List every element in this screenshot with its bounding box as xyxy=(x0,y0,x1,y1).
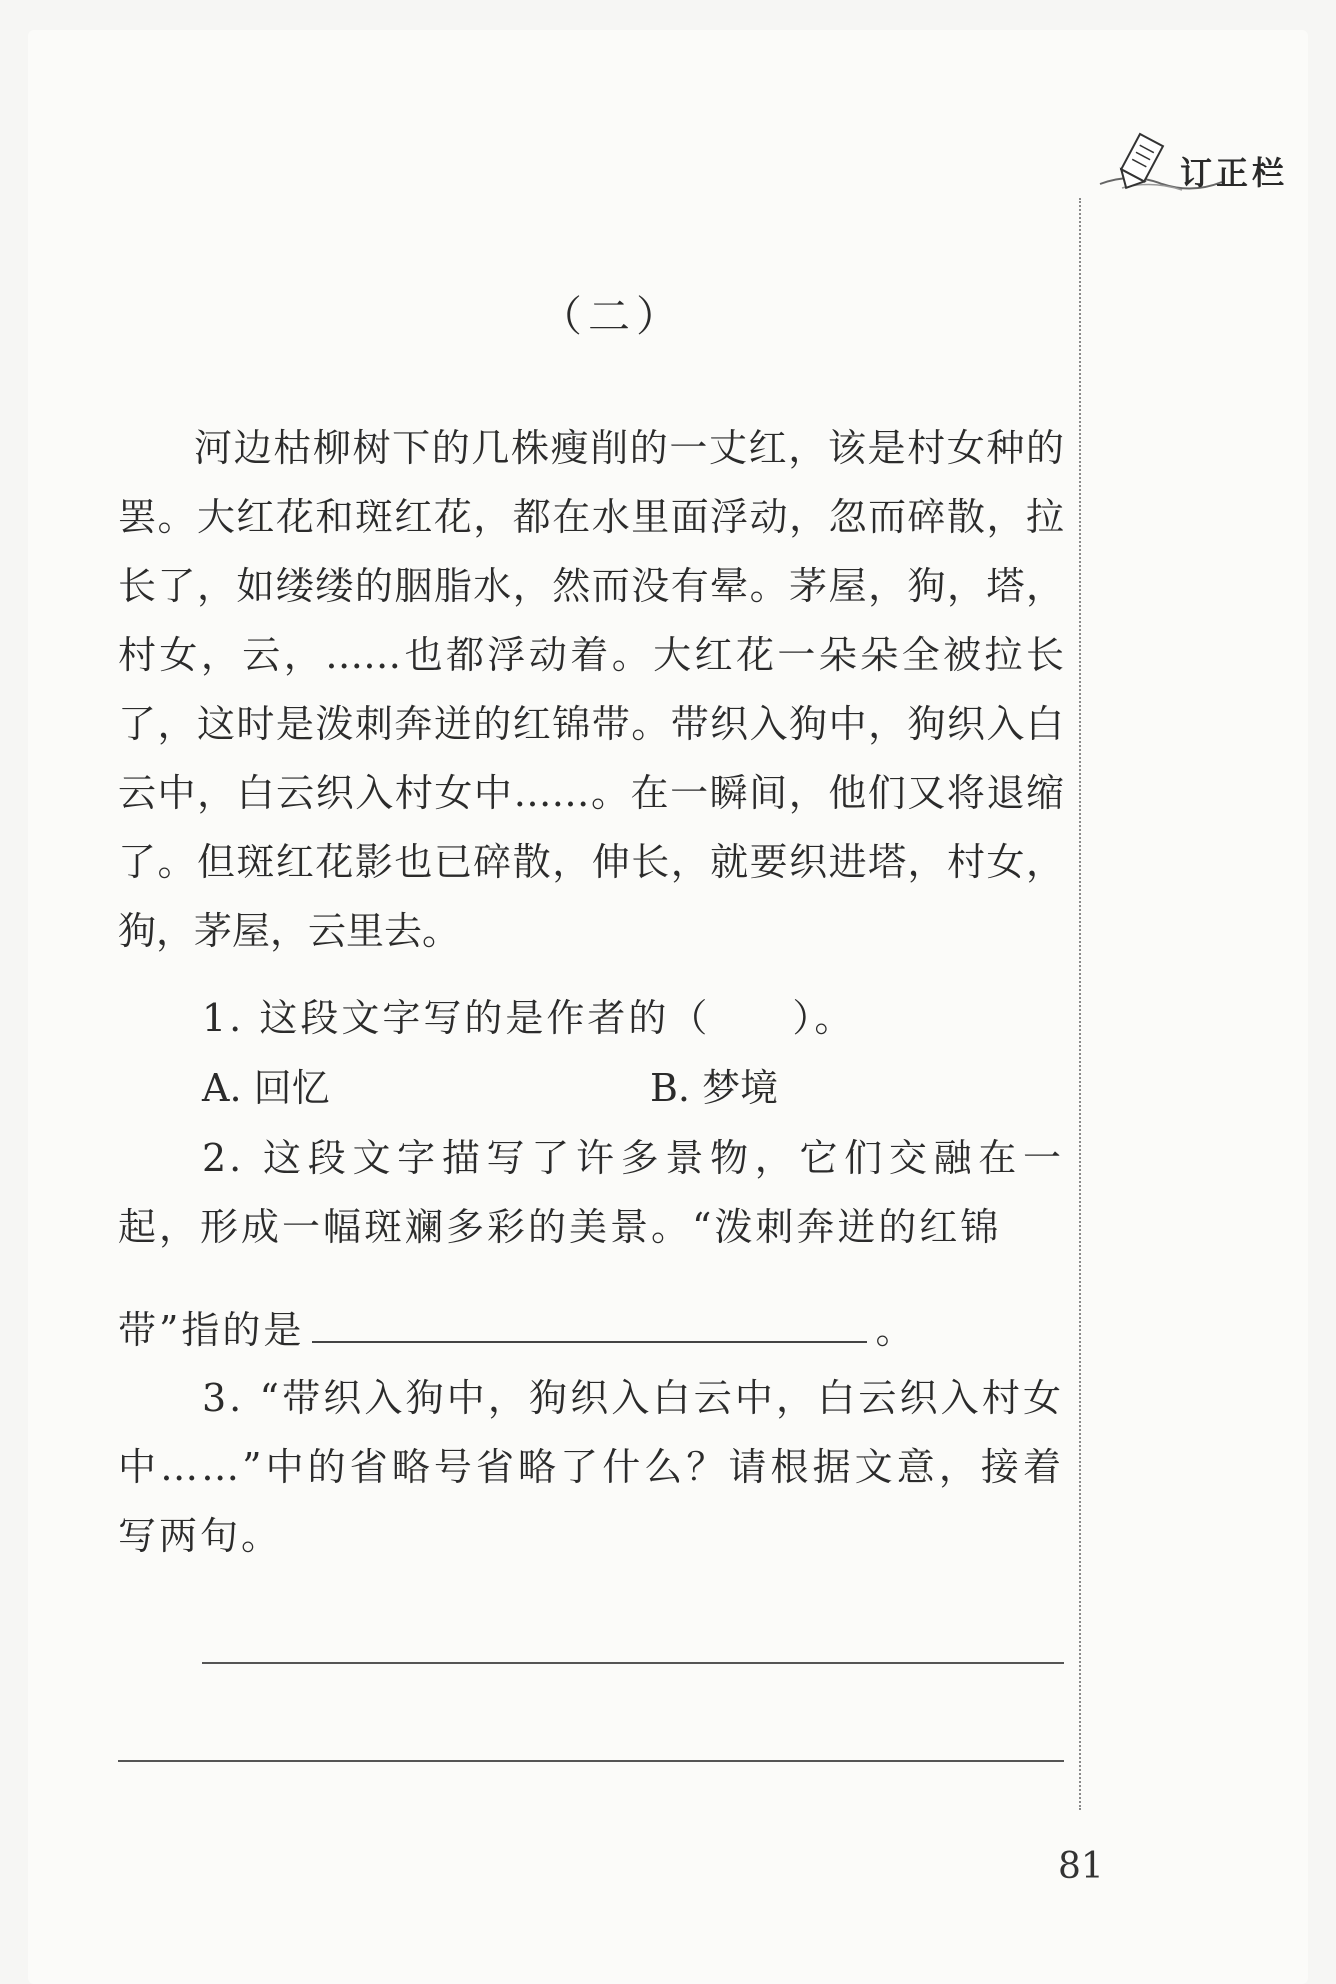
question-1: 1. 这段文字写的是作者的（ ）。 xyxy=(202,996,856,1040)
page-number: 81 xyxy=(1058,1846,1104,1887)
question-1-option-a: A. 回忆 xyxy=(202,1066,330,1110)
question-3: 3. “带织入狗中，狗织入白云中，白云织入村女中……”中的省略号省略了什么？请根据文意，接着写两句。 xyxy=(118,1376,1064,1558)
question-2-suffix: 。 xyxy=(875,1308,917,1352)
correction-column-header xyxy=(1092,128,1332,218)
question-3-answer-line-2[interactable] xyxy=(118,1760,1064,1762)
reading-passage: 河边枯柳树下的几株瘦削的一丈红，该是村女种的罢。大红花和斑红花，都在水里面浮动，忽而碎散，拉长了，如缕缕的胭脂水，然而没有晕。茅屋，狗，塔，村女，云，……也都浮动着。大红花一朵朵全被拉长了，这时是泼刺奔迸的红锦带。带织入狗中，狗织入白云中，白云织入村女中……。在一瞬间，他们又将退缩了。但斑红花影也已碎散，伸长，就要织进塔，村女，狗，茅屋，云里去。 xyxy=(118,426,1064,953)
question-2-prefix: 带”指的是 xyxy=(118,1308,305,1352)
correction-column-divider xyxy=(1079,198,1081,1810)
question-2: 2. 这段文字描写了许多景物，它们交融在一起，形成一幅斑斓多彩的美景。“泼刺奔迸的红锦 xyxy=(118,1136,1064,1249)
question-2-answer-blank[interactable] xyxy=(312,1297,867,1343)
question-2-answer-row xyxy=(118,1296,1064,1365)
question-3-answer-line-1[interactable] xyxy=(202,1662,1064,1664)
section-title: （二） xyxy=(540,292,685,341)
question-1-option-b: B. 梦境 xyxy=(650,1066,779,1110)
correction-column-title: 订正栏 xyxy=(1180,154,1289,192)
